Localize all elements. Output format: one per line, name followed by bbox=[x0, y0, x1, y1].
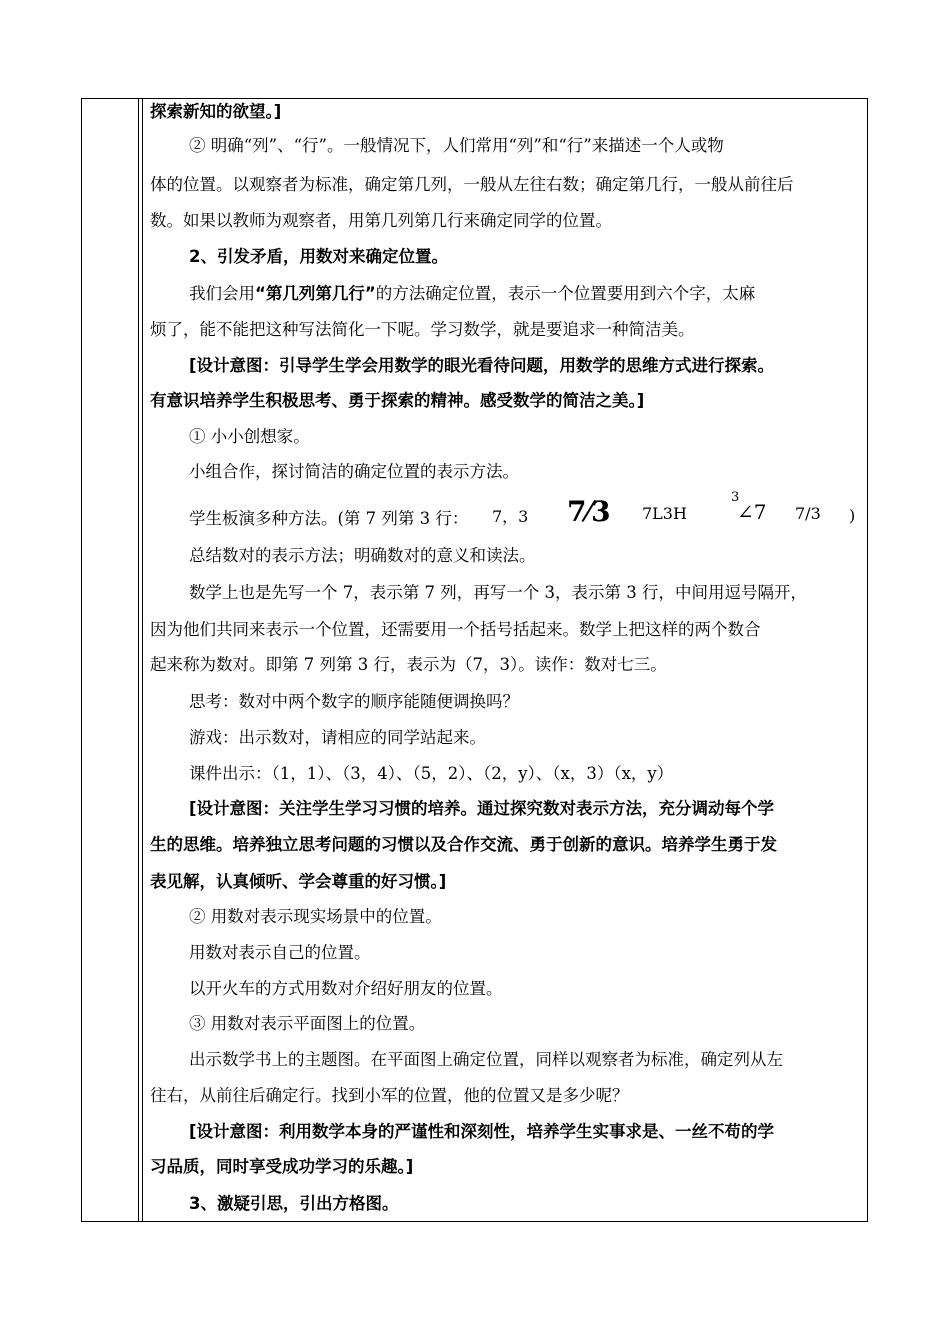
notation-l-h: 7L3H bbox=[642, 504, 687, 523]
text-line: 起来称为数对。即第 7 列第 3 行，表示为（7，3）。读作：数对七三。 bbox=[150, 655, 667, 674]
text-line: 思考：数对中两个数字的顺序能随便调换吗？ bbox=[189, 692, 519, 711]
text-line: 用数对表示自己的位置。 bbox=[189, 943, 371, 962]
text-line: 小组合作，探讨简洁的确定位置的表示方法。 bbox=[189, 462, 519, 481]
design-intent: [设计意图：引导学生学会用数学的眼光看待问题，用数学的思维方式进行探索。 bbox=[189, 356, 775, 375]
text-line: 我们会用“第几列第几行”的方法确定位置，表示一个位置要用到六个字，太麻 bbox=[189, 284, 756, 303]
design-intent: 生的思维。培养独立思考问题的习惯以及合作交流、勇于创新的意识。培养学生勇于发 bbox=[150, 835, 777, 854]
text-line: 因为他们共同来表示一个位置，还需要用一个括号括起来。数学上把这样的两个数合 bbox=[150, 620, 761, 639]
notation-slash-bold: 7⁄3 bbox=[567, 495, 611, 528]
text-line: ② 用数对表示现实场景中的位置。 bbox=[189, 907, 442, 926]
text-line: 学生板演多种方法。(第 7 列第 3 行： bbox=[189, 509, 469, 528]
text-line: 烦了，能不能把这种写法简化一下呢。学习数学，就是要追求一种简洁美。 bbox=[150, 320, 695, 339]
design-intent: [设计意图：关注学生学习习惯的培养。通过探究数对表示方法，充分调动每个学 bbox=[189, 799, 775, 818]
notation-angle: ∠7 bbox=[737, 500, 767, 524]
design-intent: 有意识培养学生积极思考、勇于探索的精神。感受数学的简洁之美。] bbox=[150, 391, 645, 410]
text-line: 数学上也是先写一个 7，表示第 7 列，再写一个 3，表示第 3 行，中间用逗号隔开， bbox=[189, 583, 807, 602]
table-column-divider bbox=[142, 99, 143, 1221]
text-line: 往右，从前往后确定行。找到小军的位置，他的位置又是多少呢？ bbox=[150, 1086, 629, 1105]
text-line: 探索新知的欲望。] bbox=[150, 102, 282, 121]
table-column-divider bbox=[138, 99, 139, 1221]
text-line: 游戏：出示数对，请相应的同学站起来。 bbox=[189, 728, 486, 747]
text-line: 体的位置。以观察者为标准，确定第几列，一般从左往右数；确定第几行，一般从前往后 bbox=[150, 175, 794, 194]
notation-comma: 7，3 bbox=[492, 507, 529, 526]
section-heading: 3、激疑引思，引出方格图。 bbox=[189, 1194, 399, 1213]
closing-parenthesis: ) bbox=[849, 506, 856, 525]
design-intent: 习品质，同时享受成功学习的乐趣。] bbox=[150, 1157, 414, 1176]
text-line: ① 小小创想家。 bbox=[189, 427, 310, 446]
notation-fraction: 7/3 bbox=[795, 504, 821, 523]
notation-angle-superscript: 3 bbox=[731, 490, 740, 505]
text-line: ② 明确“列”、“行”。一般情况下，人们常用“列”和“行”来描述一个人或物 bbox=[189, 136, 724, 155]
text-line: 总结数对的表示方法；明确数对的意义和读法。 bbox=[189, 546, 536, 565]
text-line: 数。如果以教师为观察者，用第几列第几行来确定同学的位置。 bbox=[150, 211, 612, 230]
design-intent: 表见解，认真倾听、学会尊重的好习惯。] bbox=[150, 872, 447, 891]
text-line: ③ 用数对表示平面图上的位置。 bbox=[189, 1014, 426, 1033]
design-intent: [设计意图：利用数学本身的严谨性和深刻性，培养学生实事求是、一丝不苟的学 bbox=[189, 1122, 775, 1141]
text-line: 以开火车的方式用数对介绍好朋友的位置。 bbox=[189, 979, 503, 998]
text-line: 出示数学书上的主题图。在平面图上确定位置，同样以观察者为标准，确定列从左 bbox=[189, 1050, 783, 1069]
section-heading: 2、引发矛盾，用数对来确定位置。 bbox=[189, 247, 448, 266]
text-line: 课件出示：（1，1）、（3，4）、（5，2）、（2，y）、（x，3）（x，y） bbox=[189, 764, 674, 783]
